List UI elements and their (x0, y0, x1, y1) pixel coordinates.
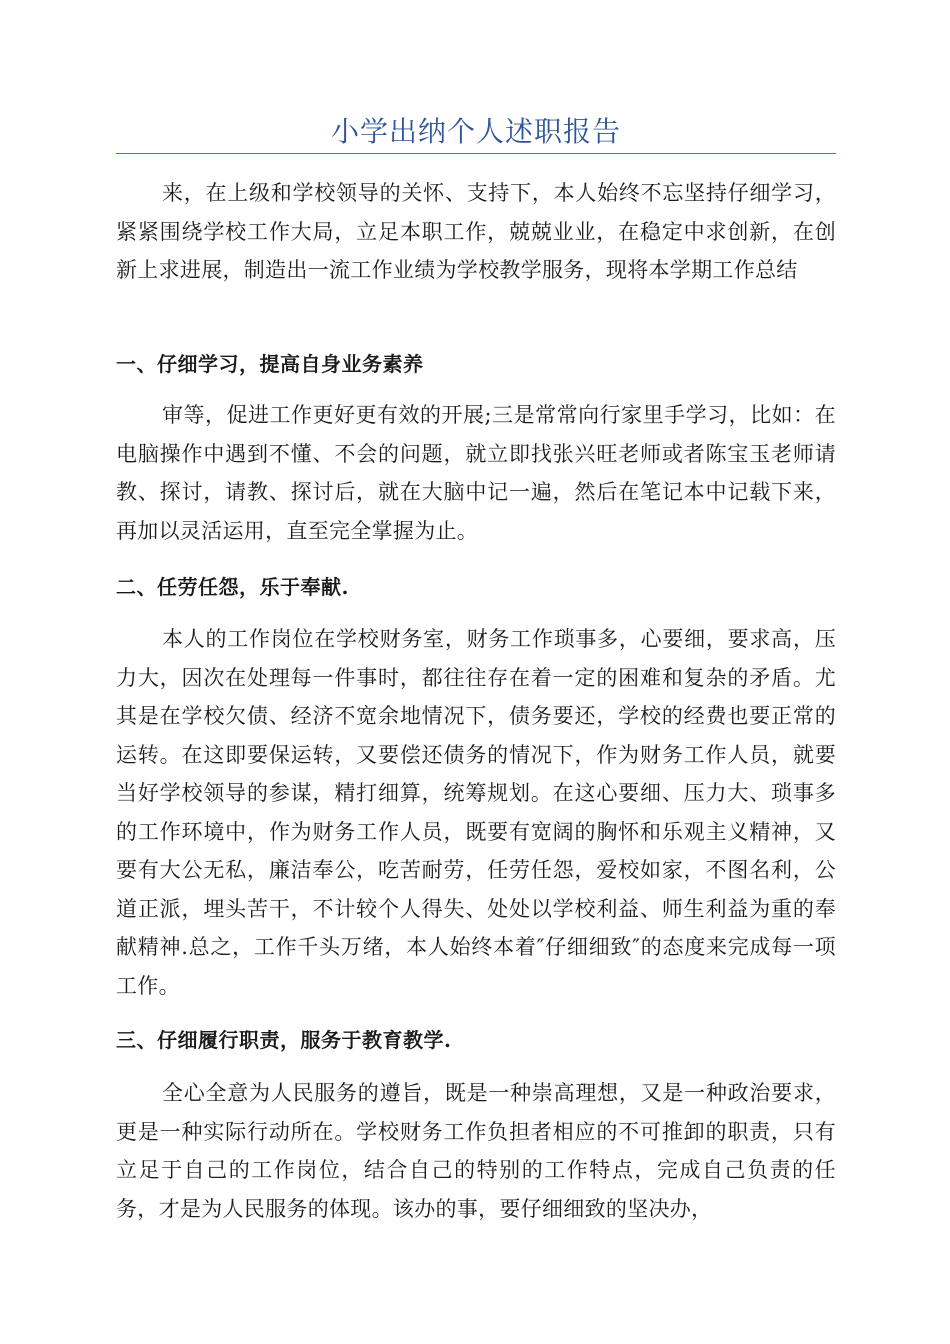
section-heading-2: 二、任劳任怨，乐于奉献. (116, 575, 349, 599)
section-1-paragraph: 审等，促进工作更好更有效的开展;三是常常向行家里手学习，比如：在电脑操作中遇到不懂、不会的问题，就立即找张兴旺老师或者陈宝玉老师请教、探讨，请教、探讨后，就在大脑中记一遍，然后在笔记本中记载下来，再加以灵活运用，直至完全掌握为止。 (116, 403, 836, 543)
section-3-paragraph: 全心全意为人民服务的遵旨，既是一种崇高理想，又是一种政治要求，更是一种实际行动所在。学校财务工作负担者相应的不可推卸的职责，只有立足于自己的工作岗位，结合自己的特别的工作特点，完成自己负责的任务，才是为人民服务的体现。该办的事，要仔细细致的坚决办， (116, 1081, 836, 1221)
section-heading-1: 一、仔细学习，提高自身业务素养 (116, 352, 424, 376)
intro-paragraph: 来，在上级和学校领导的关怀、支持下，本人始终不忘坚持仔细学习，紧紧围绕学校工作大局，立足本职工作，兢兢业业，在稳定中求创新，在创新上求进展，制造出一流工作业绩为学校教学服务，现将本学期工作总结 (116, 181, 836, 282)
section-2-paragraph: 本人的工作岗位在学校财务室，财务工作琐事多，心要细，要求高，压力大，因次在处理每一件事时，都往往存在着一定的困难和复杂的矛盾。尤其是在学校欠债、经济不宽余地情况下，债务要还，学校的经费也要正常的运转。在这即要保运转，又要偿还债务的情况下，作为财务工作人员，就要当好学校领导的参谋，精打细算，统筹规划。在这心要细、压力大、琐事多的工作环境中，作为财务工作人员，既要有宽阔的胸怀和乐观主义精神，又要有大公无私，廉洁奉公，吃苦耐劳，任劳任怨，爱校如家，不图名利，公道正派，埋头苦干，不计较个人得失、处处以学校利益、师生利益为重的奉献精神.总之，工作千头万绪，本人始终本着″仔细细致″的态度来完成每一项工作。 (116, 627, 836, 998)
section-heading-3: 三、仔细履行职责，服务于教育教学. (116, 1028, 452, 1052)
document-title: 小学出纳个人述职报告 (330, 115, 621, 148)
title-underline (116, 153, 836, 154)
